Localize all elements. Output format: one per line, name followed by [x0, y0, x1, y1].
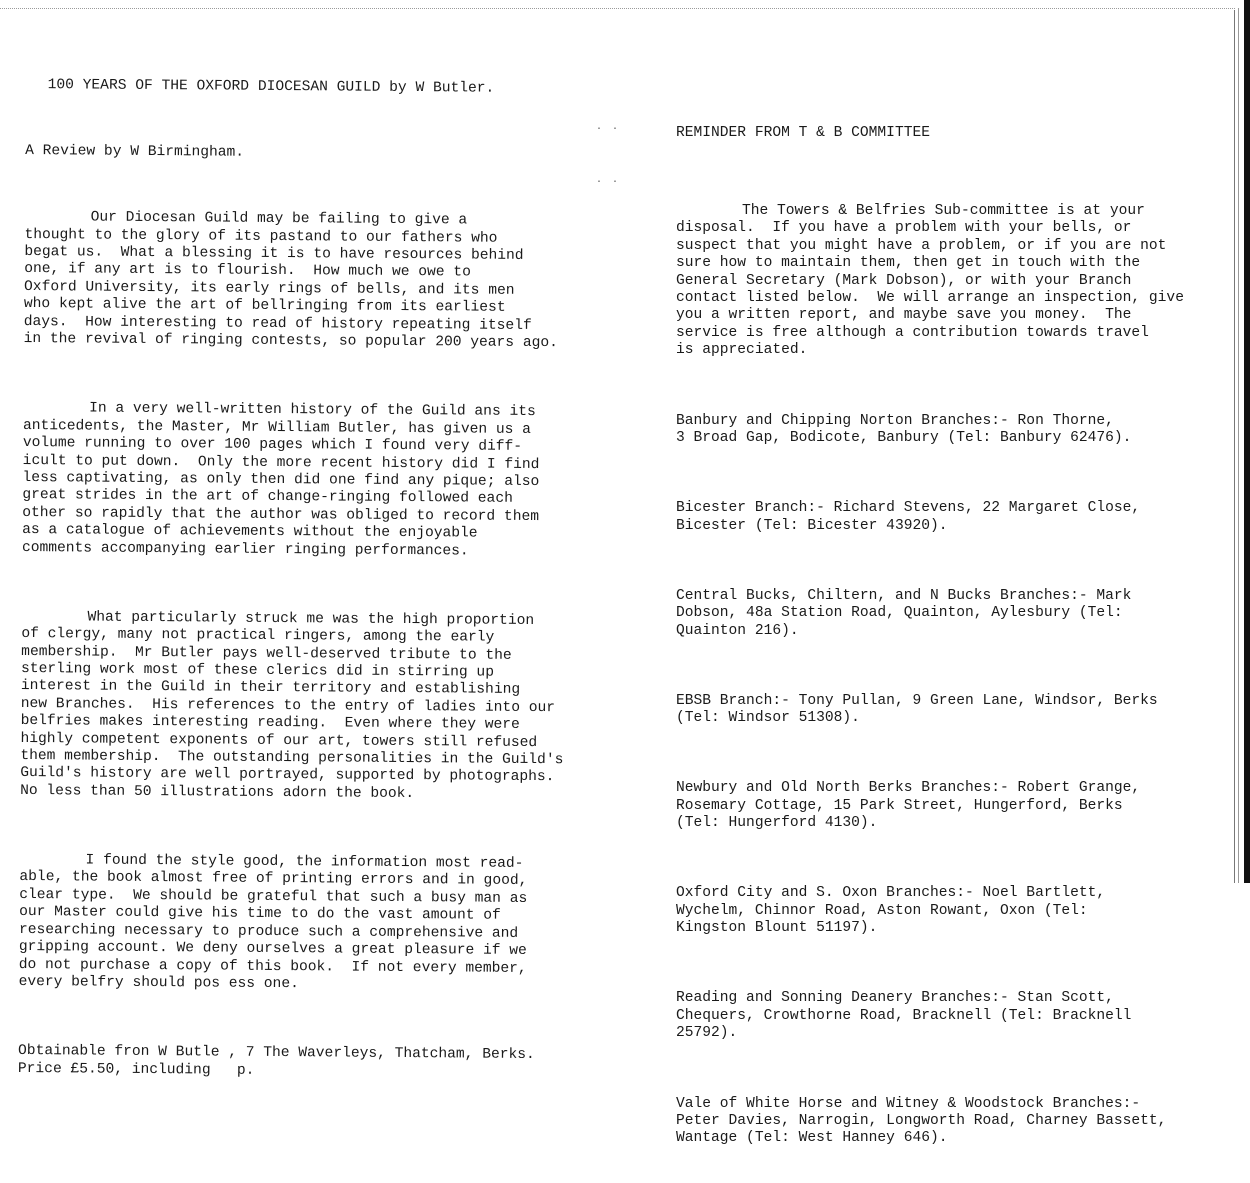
reminder-column	[676, 90, 1221, 1183]
review-paragraph: I found the style good, the information most read- able, the book almost free of printing errors and in good, clear type. We should be grateful that such a busy man as our Master could give his time to do the vast amount of researching necessary to produce such a comprehensive and gripping account. We deny ourselves a great pleasure if we do not purchase a copy of this book. If not every member, every belfry should pos ess one.	[18, 852, 528, 993]
obtainable-note: Obtainable fron W Butle , 7 The Waverleys, Thatcham, Berks. Price £5.50, including p.	[17, 1043, 535, 1079]
binding-hole-marks: ..	[596, 175, 629, 186]
reminder-intro: The Towers & Belfries Sub-committee is at your disposal. If you have a problem with your bells, or suspect that you might have a problem, or if you are not sure how to maintain them, then get in touch with the General Secretary (Mark Dobson), or with your Branch contact listed below. We will arrange an inspection, give you a written report, and maybe save you money. The service is free although a contribution towards travel is appreciated.	[676, 203, 1184, 359]
review-paragraph: In a very well-written history of the Guild ans its anticedents, the Master, Mr William Butler, has given us a volume running to over 100 pages which I found very diff- icult to put down. Only the more recent history did I find less captivating, as only then did one find any pique; also great strides in the art of change-ringing followed each other so rapidly that the author was obliged to record them as a catalogue of achievements without the enjoyable comments accompanying earlier ringing performances.	[21, 400, 540, 560]
page-edge-line	[1234, 10, 1235, 883]
page-edge-line	[1238, 8, 1239, 883]
review-byline: A Review by W Birmingham.	[25, 143, 245, 161]
review-paragraph: Our Diocesan Guild may be failing to give a thought to the glory of its pastand to our fathers who begat us. What a blessing it is to have resources behind one, if any art is to flourish. How much we owe to Oxford University, its early rings of bells, and its men who kept alive the art of bellringing from its earliest days. How interesting to read of history repeating itself in the revival of ringing contests, so popular 200 years ago.	[23, 209, 558, 352]
branch-contact: EBSB Branch:- Tony Pullan, 9 Green Lane, Windsor, Berks (Tel: Windsor 51308).	[676, 692, 1158, 727]
scan-top-border	[0, 8, 1235, 9]
branch-contact: Vale of White Horse and Witney & Woodstock Branches:- Peter Davies, Narrogin, Longworth Road, Charney Bassett, Wantage (Tel: West Hanney 646).	[676, 1095, 1167, 1147]
branch-contact: Oxford City and S. Oxon Branches:- Noel Bartlett, Wychelm, Chinnor Road, Aston Rowant, Oxon (Tel: Kingston Blount 51197).	[676, 885, 1106, 937]
branch-contact: Reading and Sonning Deanery Branches:- Stan Scott, Chequers, Crowthorne Road, Bracknell (Tel: Bracknell 25792).	[676, 990, 1132, 1042]
branch-contact: Bicester Branch:- Richard Stevens, 22 Margaret Close, Bicester (Tel: Bicester 43920).	[676, 500, 1141, 534]
review-column	[18, 42, 596, 1117]
review-title: 100 YEARS OF THE OXFORD DIOCESAN GUILD by W Butler.	[47, 76, 495, 97]
review-paragraph: What particularly struck me was the high proportion of clergy, many not practical ringers, among the early membership. Mr Butler pays well-deserved tribute to the sterling work most of these clerics did in stirring up interest in the Guild in their territory and establishing new Branches. His references to the entry of ladies into our belfries makes interesting reading. Even where they were highly competent exponents of our art, towers still refused them membership. The outstanding personalities in the Guild's Guild's history are well portrayed, supported by photographs. No less than 50 illustrations adorn the book.	[20, 609, 564, 802]
branch-contact: Newbury and Old North Berks Branches:- Robert Grange, Rosemary Cottage, 15 Park Street, Hungerford, Berks (Tel: Hungerford 4130).	[676, 780, 1141, 832]
branch-contact: Central Bucks, Chiltern, and N Bucks Branches:- Mark Dobson, 48a Station Road, Quainton, Aylesbury (Tel: Quainton 216).	[676, 587, 1132, 639]
branch-contact: Banbury and Chipping Norton Branches:- Ron Thorne, 3 Broad Gap, Bodicote, Banbury (Tel: Banbury 62476).	[676, 412, 1132, 446]
binding-hole-marks: ..	[596, 122, 629, 133]
reminder-heading: REMINDER FROM T & B COMMITTEE	[676, 124, 930, 141]
scan-edge-shadow	[1244, 0, 1250, 883]
